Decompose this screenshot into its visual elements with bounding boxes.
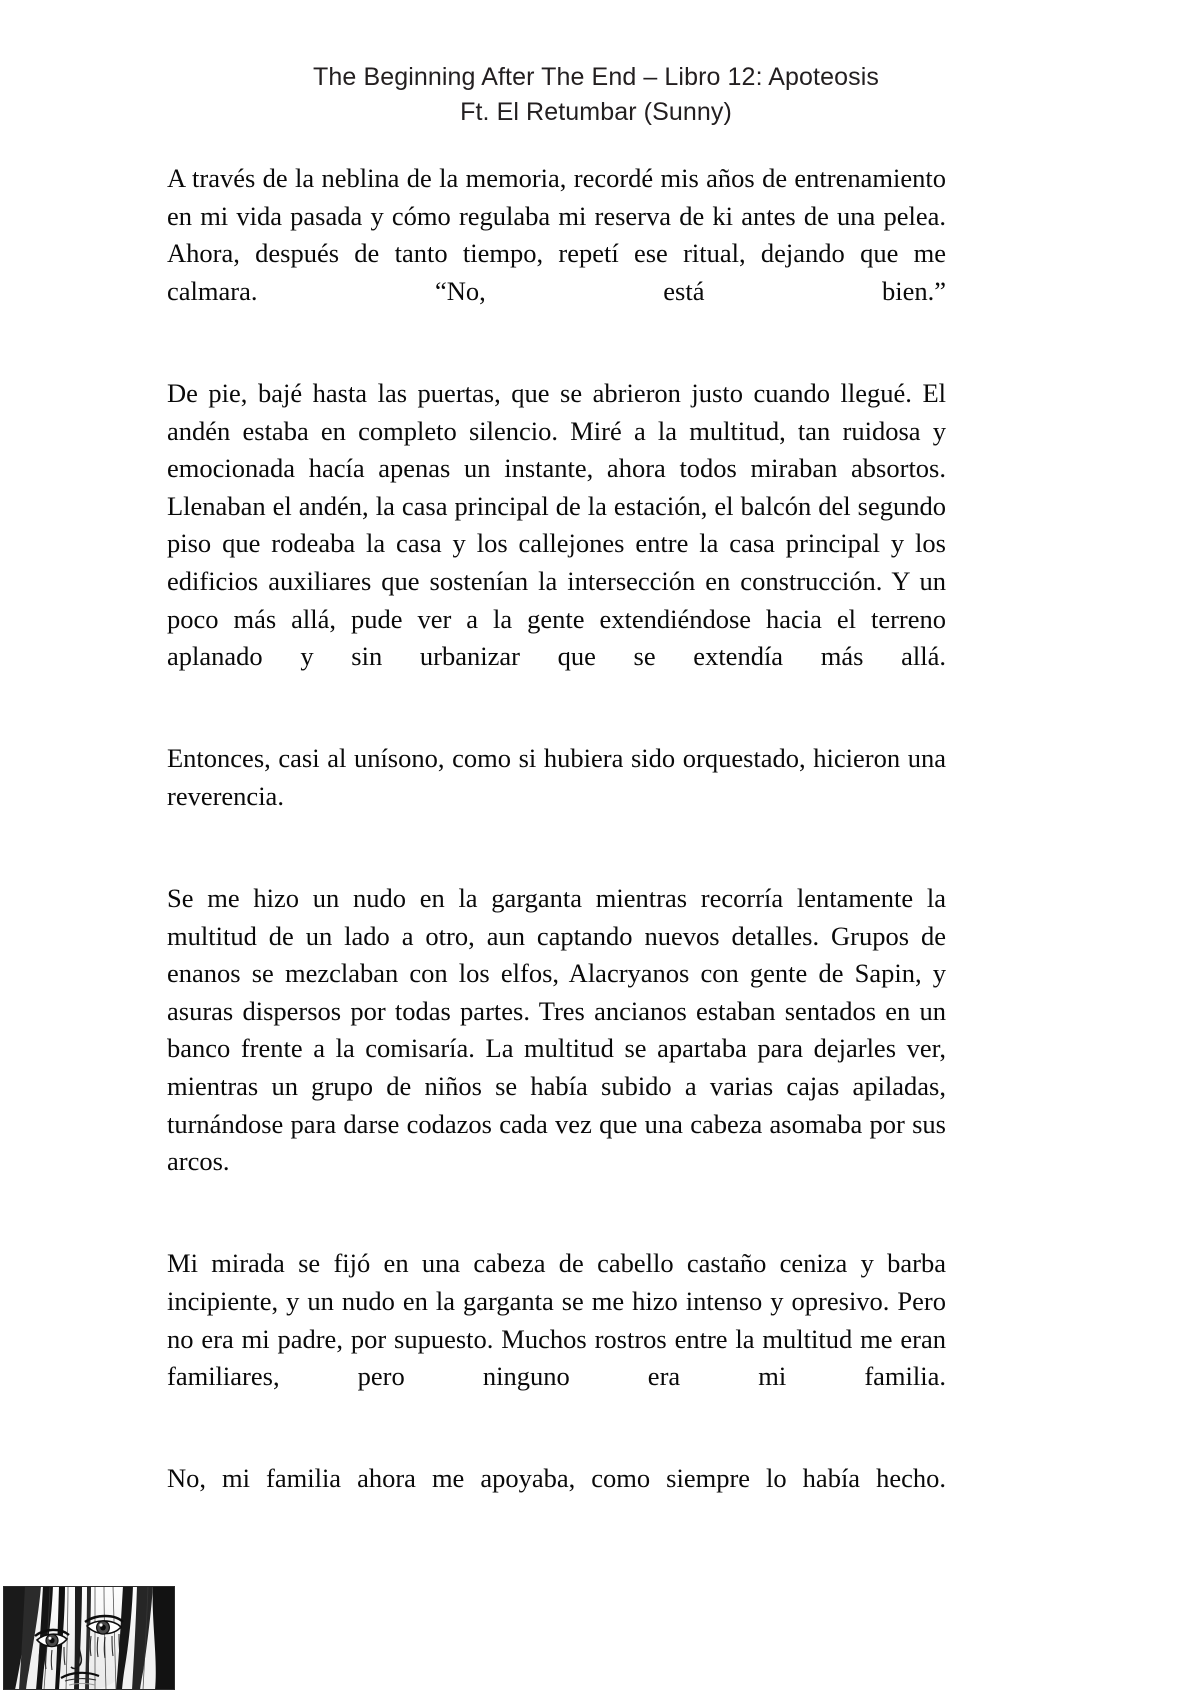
document-body (167, 160, 946, 1536)
paragraph: Se me hizo un nudo en la garganta mientras recorría lentamente la multitud de un lado a otro, aun captando nuevos detalles. Grupos de enanos se mezclaban con los elfos, Alacryanos con gente de Sapin, y asuras dispersos por todas partes. Tres ancianos estaban sentados en un banco frente a la comisaría. La multitud se apartaba para dejarles ver, mientras un grupo de niños se había subido a varias cajas apiladas, turnándose para darse codazos cada vez que una cabeza asomaba por sus arcos. (167, 883, 946, 1177)
header-subtitle-line: Ft. El Retumbar (Sunny) (460, 98, 732, 126)
paragraph: No, mi familia ahora me apoyaba, como siempre lo había hecho. (167, 1463, 946, 1494)
paragraph: A través de la neblina de la memoria, recordé mis años de entrenamiento en mi vida pasada y cómo regulaba mi reserva de ki antes de una pelea. Ahora, después de tanto tiempo, repetí ese ritual, dejando que me calmara. “No, está bien.” (167, 163, 946, 306)
paragraph: Entonces, casi al unísono, como si hubiera sido orquestado, hicieron una reverencia. (167, 743, 946, 811)
document-header (0, 60, 1192, 130)
header-title-line: The Beginning After The End – Libro 12: Apoteosis (313, 63, 879, 91)
paragraph: De pie, bajé hasta las puertas, que se abrieron justo cuando llegué. El andén estaba en completo silencio. Miré a la multitud, tan ruidosa y emocionada hacía apenas un instante, ahora todos miraban absortos. Llenaban el andén, la casa principal de la estación, el balcón del segundo piso que rodeaba la casa y los callejones entre la casa principal y los edificios auxiliares que sostenían la intersección en construcción. Y un poco más allá, pude ver a la gente extendiéndose hacia el terreno aplanado y sin urbanizar que se extendía más allá. (167, 377, 946, 672)
paragraph: Mi mirada se fijó en una cabeza de cabello castaño ceniza y barba incipiente, y un nudo en la garganta se me hizo intenso y opresivo. Pero no era mi padre, por supuesto. Muchos rostros entre la multitud me eran familiares, pero ninguno era mi familia. (167, 1248, 946, 1392)
manga-face-illustration (3, 1586, 175, 1690)
